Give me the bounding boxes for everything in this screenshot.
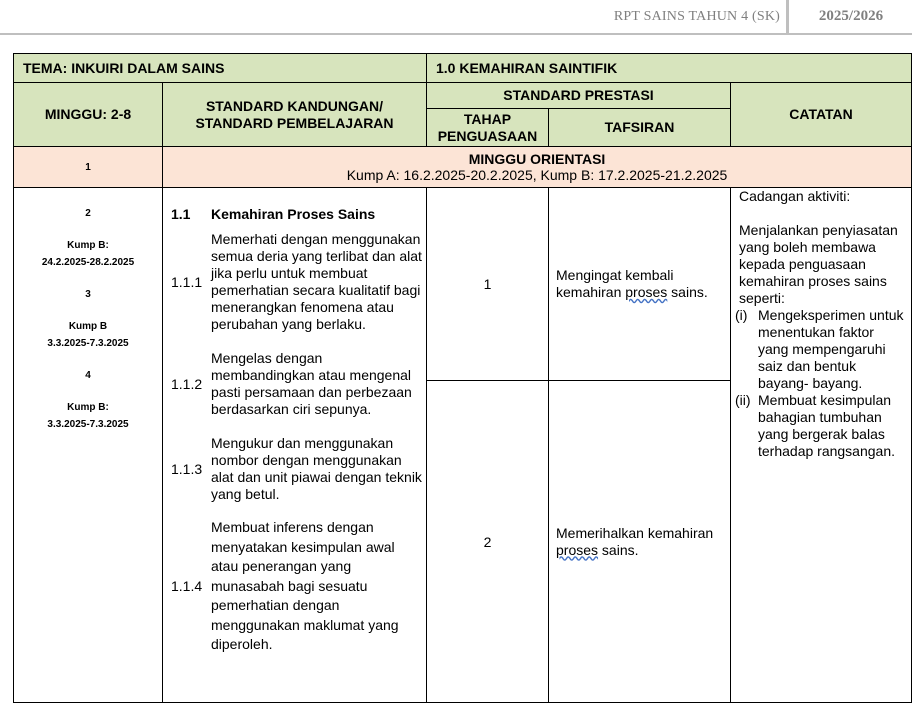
catatan-item [735,392,907,460]
week-dates: 3.3.2025-7.3.2025 [47,338,129,349]
tafsiran-cell [549,381,731,703]
catatan-header: CATATAN [731,83,912,147]
weeks-cell [14,188,163,703]
tahap-header-line2: PENGUASAAN [437,127,538,144]
sp-text: Mengelas dengan membandingkan atau mengenal pasti persamaan dan perbezaan berdasarkan ciri sepunya. [211,350,412,417]
rpt-table [13,53,912,703]
orientation-title: MINGGU ORIENTASI [468,151,606,167]
standard-prestasi-header: STANDARD PRESTASI [427,83,731,109]
tahap-header [427,109,549,147]
tafsiran-underlined: proses [556,541,599,558]
week-number: 4 [85,370,91,381]
week-group-dates [14,399,162,433]
week-group-dates [14,318,162,352]
tafsiran-header: TAFSIRAN [549,109,731,147]
standard-kandungan-header-line1: STANDARD KANDUNGAN/ [205,97,384,114]
tahap-cell: 2 [427,381,549,703]
orientation-dates: Kump A: 16.2.2025-20.2.2025, Kump B: 17.2.2025-21.2.2025 [346,167,728,183]
standard-pembelajaran-item [163,518,426,655]
tafsiran-underlined: proses [625,284,668,300]
orientation-week-number: 1 [14,147,163,188]
tafsiran-text: Memerihalkan kemahiran [556,524,714,541]
standard-kandungan-cell [163,188,427,703]
week-group: Kump B [68,321,108,332]
catatan-item [735,307,907,392]
tahap-header-line1: TAHAP [463,110,512,127]
tafsiran-text-end: sains. [598,541,639,558]
standard-kandungan-header-line2: STANDARD PEMBELAJARAN [195,114,394,131]
kemahiran-cell: 1.0 KEMAHIRAN SAINTIFIK [427,54,912,83]
sp-code: 1.1.3 [171,461,203,477]
standard-kandungan-title [171,206,426,222]
week-dates: 24.2.2025-28.2.2025 [41,257,135,268]
academic-year: 2025/2026 [818,8,884,24]
sp-text: Membuat inferens dengan menyatakan kesimpulan awal atau penerangan yang munasabah bagi sesuatu pemerhatian dengan menggunakan maklumat yang diperoleh. [211,519,399,652]
standard-kandungan-header [163,83,427,147]
week-number: 2 [85,208,91,219]
standard-pembelajaran-item [163,231,426,333]
standard-kandungan-number: 1.1 [171,206,191,222]
week-group: Kump B: [67,240,109,251]
standard-pembelajaran-item [163,435,426,503]
orientation-cell [163,147,912,188]
sp-code: 1.1.2 [171,376,203,392]
sp-text: Memerhati dengan menggunakan semua deria yang terlibat dan alat jika perlu untuk membuat pemerhatian secara kualitatif bagi menerangkan fenomena atau perubahan yang berlaku. [211,231,422,332]
catatan-intro: Menjalankan penyiasatan yang boleh membawa kepada penguasaan kemahiran proses sains seperti: [739,222,898,306]
sp-code: 1.1.4 [171,578,203,595]
catatan-item-text: Membuat kesimpulan bahagian tumbuhan yang bergerak balas terhadap rangsangan. [758,392,895,459]
catatan-item-marker: (i) [735,307,748,323]
sp-text: Mengukur dan menggunakan nombor dengan menggunakan alat dan unit piawai dengan teknik yang betul. [211,435,422,502]
tafsiran-text-end: sains. [667,284,708,300]
header-rule [0,33,912,35]
catatan-cell [731,188,912,703]
week-number: 3 [85,289,91,300]
tahap-cell: 1 [427,188,549,381]
standard-pembelajaran-item [163,350,426,418]
catatan-item-text: Mengeksperimen untuk menentukan faktor yang mempengaruhi saiz dan bentuk bayang- bayang. [758,307,904,391]
standard-kandungan-text: Kemahiran Proses Sains [211,206,376,222]
tafsiran-text: Mengingat kembali kemahiran [556,267,674,300]
week-group-dates [14,237,162,271]
week-group: Kump B: [67,402,109,413]
catatan-heading: Cadangan aktiviti: [739,188,851,204]
tema-cell: TEMA: INKUIRI DALAM SAINS [14,54,427,83]
minggu-header: MINGGU: 2-8 [14,83,163,147]
document-title: RPT SAINS TAHUN 4 (SK) [613,9,780,24]
tafsiran-cell [549,188,731,381]
header-divider [786,0,789,34]
week-dates: 3.3.2025-7.3.2025 [47,419,129,430]
sp-code: 1.1.1 [171,274,203,290]
catatan-item-marker: (ii) [735,392,751,408]
